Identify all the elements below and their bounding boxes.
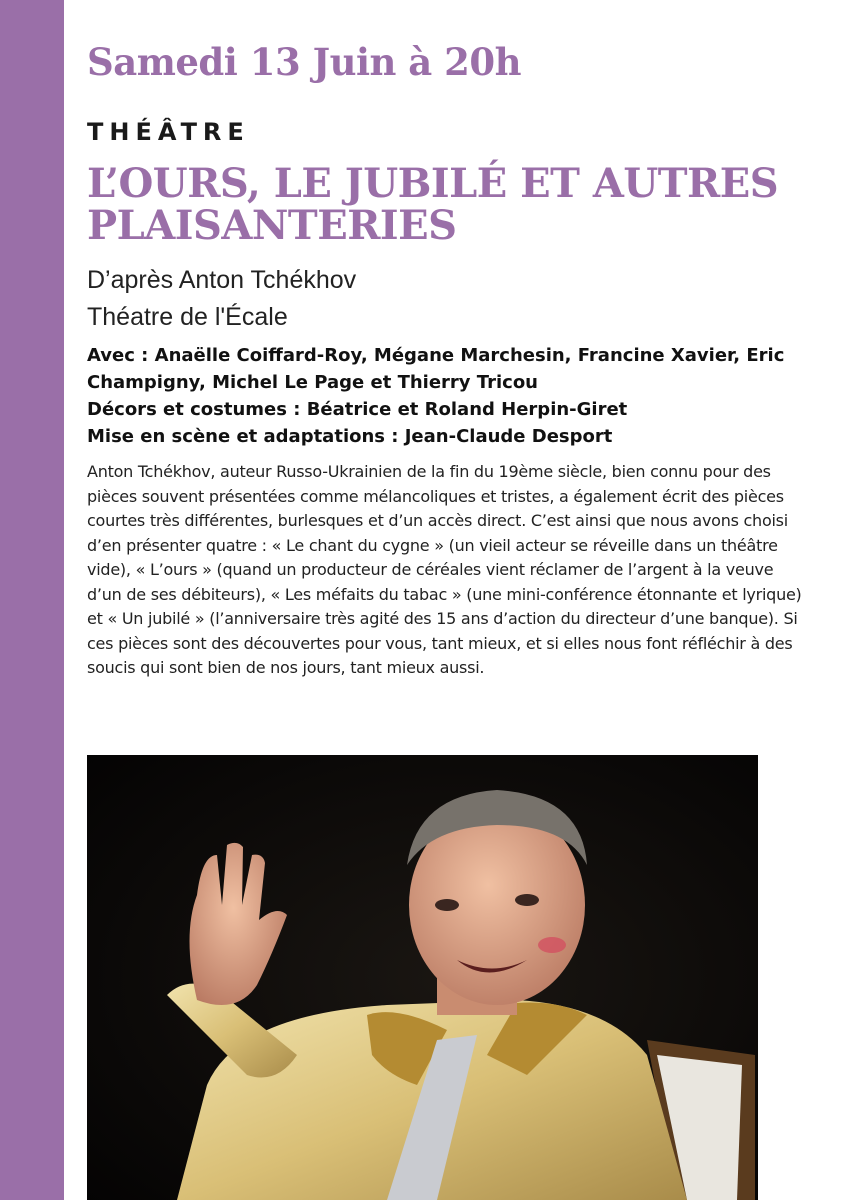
event-date: Samedi 13 Juin à 20h bbox=[87, 40, 522, 84]
design-credits: Décors et costumes : Béatrice et Roland Herpin-Giret bbox=[87, 399, 628, 420]
credits-block bbox=[87, 342, 807, 450]
event-category: THÉÂTRE bbox=[87, 118, 250, 146]
performance-photo bbox=[87, 755, 758, 1200]
author-line: D’après Anton Tchékhov bbox=[87, 266, 357, 294]
event-title: L’OURS, LE JUBILÉ ET AUTRES PLAISANTERIES bbox=[87, 160, 779, 249]
direction-credits: Mise en scène et adaptations : Jean-Claude Desport bbox=[87, 426, 613, 447]
cast-credits: Avec : Anaëlle Coiffard-Roy, Mégane Marchesin, Francine Xavier, Eric Champigny, Michel Le Page et Thierry Tricou bbox=[87, 345, 785, 393]
side-accent-bar bbox=[0, 0, 64, 1200]
company-name: Théatre de l'Écale bbox=[87, 303, 288, 331]
event-description: Anton Tchékhov, auteur Russo-Ukrainien de la fin du 19ème siècle, bien connu pour des pièces souvent présentées comme mélancoliques et tristes, a également écrit des pièces courtes très différentes, burlesques et d’un accès direct. C’est ainsi que nous avons choisi d’en présenter quatre : « Le chant du cygne » (un vieil acteur se réveille dans un théâtre vide), « L’ours » (quand un producteur de céréales vient réclamer de l’argent à la veuve d’un de ses débiteurs), « Les méfaits du tabac » (une mini-conférence étonnante et lyrique) et « Un jubilé » (l’anniversaire très agité des 15 ans d’action du directeur d’une banque). Si ces pièces sont des découvertes pour vous, tant mieux, et si elles nous font réfléchir à des soucis qui sont bien de nos jours, tant mieux aussi. bbox=[87, 462, 802, 677]
